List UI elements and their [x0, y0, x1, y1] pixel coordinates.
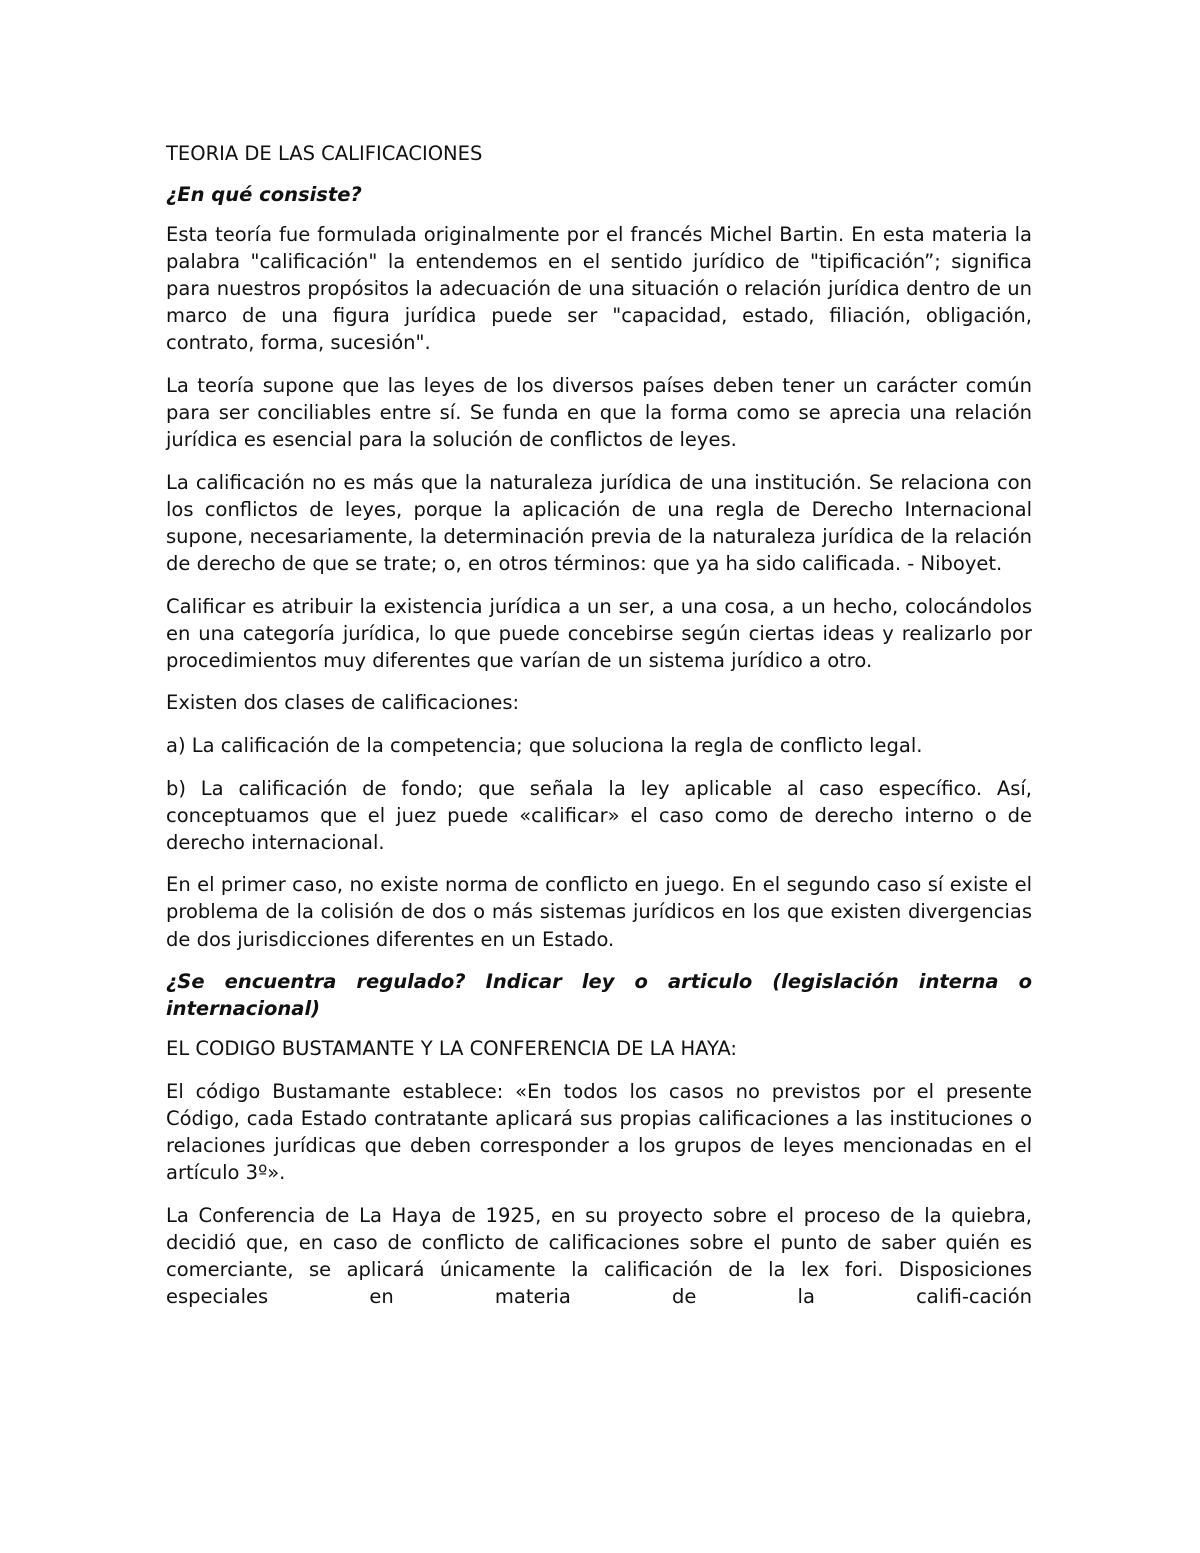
paragraph-origin: Esta teoría fue formulada originalmente por el francés Michel Bartin. En esta materia la palabra "calificación" la entendemos en el sentido jurídico de "tipificación”; significa para nuestros propósitos la adecuación de una situación o relación jurídica dentro de un marco de una figura jurídica puede ser "capacidad, estado, filiación, obligación, contrato, forma, sucesión". [166, 223, 1032, 355]
paragraph-qualify: Calificar es atribuir la existencia jurídica a un ser, a una cosa, a un hecho, colocándolos en una categoría jurídica, lo que puede concebirse según ciertas ideas y realizarlo por procedimientos muy diferentes que varían de un sistema jurídico a otro. [166, 594, 1032, 672]
paragraph-classes: Existen dos clases de calificaciones: [166, 691, 520, 715]
paragraph-theory: La teoría supone que las leyes de los diversos países deben tener un carácter común para ser conciliables entre sí. Se funda en que la forma como se aprecia una relación jurídica es esencial para la solución de conflictos de leyes. [166, 373, 1032, 452]
paragraph-class-b: b) La calificación de fondo; que señala la ley aplicable al caso específico. Así, conceptuamos que el juez puede «calificar» el caso como de derecho interno o de derecho internacional. [166, 776, 1032, 854]
paragraph-bustamante-heading: EL CODIGO BUSTAMANTE Y LA CONFERENCIA DE LA HAYA: [166, 1037, 737, 1061]
question-heading-regulation: ¿Se encuentra regulado? Indicar ley o articulo (legislación interna o internacional) [166, 970, 1032, 1021]
paragraph-cases: En el primer caso, no existe norma de conflicto en juego. En el segundo caso sí existe el problema de la colisión de dos o más sistemas jurídicos en los que existen divergencias de dos jurisdicciones diferentes en un Estado. [166, 873, 1032, 951]
paragraph-class-a: a) La calificación de la competencia; que soluciona la regla de conflicto legal. [166, 734, 923, 757]
document-page [166, 140, 1032, 1326]
paragraph-bustamante: El código Bustamante establece: «En todos los casos no previstos por el presente Código, cada Estado contratante aplicará sus propias calificaciones a las instituciones o relaciones jurídicas que deben corresponder a los grupos de leyes mencionadas en el artículo 3º». [166, 1079, 1032, 1185]
document-title: TEORIA DE LAS CALIFICACIONES [166, 142, 483, 165]
paragraph-hague: La Conferencia de La Haya de 1925, en su proyecto sobre el proceso de la quiebra, decidió que, en caso de conflicto de calificaciones sobre el punto de saber quién es comerciante, se aplicará únicamente la calificación de la lex fori. Disposiciones especiales en materia de la califi-cación [166, 1203, 1032, 1308]
paragraph-nature: La calificación no es más que la naturaleza jurídica de una institución. Se relaciona con los conflictos de leyes, porque la aplicación de una regla de Derecho Internacional supone, necesariamente, la determinación previa de la naturaleza jurídica de la relación de derecho de que se trate; o, en otros términos: que ya ha sido calificada. - Niboyet. [166, 470, 1032, 576]
question-heading-definition: ¿En qué consiste? [166, 183, 362, 206]
